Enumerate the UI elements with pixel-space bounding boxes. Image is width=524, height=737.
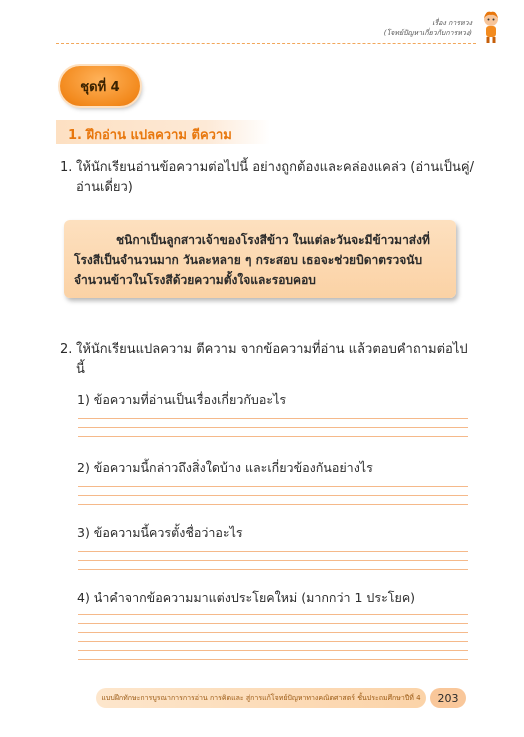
answer-lines-1[interactable] xyxy=(78,418,468,445)
reading-passage-text: ชนิกาเป็นลูกสาวเจ้าของโรงสีข้าว ในแต่ละวันจะมีข้าวมาส่งที่โรงสีเป็นจำนวนมาก วันละหลาย ๆ กระสอบ เธอจะช่วยบิดาตรวจนับจำนวนข้าวในโรงสีด้วยความตั้งใจและรอบคอบ xyxy=(74,233,430,287)
question-2-number: 2. xyxy=(60,342,73,357)
page-header xyxy=(384,18,472,38)
set-badge: ชุดที่ 4 xyxy=(60,66,140,106)
subquestion-3: 3) ข้อความนี้ควรตั้งชื่อว่าอะไร xyxy=(77,525,243,540)
subquestion-1: 1) ข้อความที่อ่านเป็นเรื่องเกี่ยวกับอะไร xyxy=(77,392,287,407)
header-rule xyxy=(56,43,476,44)
answer-lines-3[interactable] xyxy=(78,551,468,578)
mascot-icon xyxy=(478,10,504,44)
header-topic: เรื่อง การหวง xyxy=(432,19,472,27)
reading-passage-box xyxy=(64,220,456,298)
subquestion-2: 2) ข้อความนี้กล่าวถึงสิ่งใดบ้าง และเกี่ยวข้องกันอย่างไร xyxy=(77,460,373,475)
question-2-text: ให้นักเรียนแปลความ ตีความ จากข้อความที่อ่าน แล้วตอบคำถามต่อไปนี้ xyxy=(76,342,468,377)
page-number: 203 xyxy=(430,688,466,708)
question-1-text: ให้นักเรียนอ่านข้อความต่อไปนี้ อย่างถูกต้องและคล่องแคล่ว (อ่านเป็นคู่/อ่านเดี่ยว) xyxy=(76,160,474,195)
answer-lines-2[interactable] xyxy=(78,486,468,513)
answer-lines-4[interactable] xyxy=(78,614,468,668)
header-subtopic: (โจทย์ปัญหาเกี่ยวกับการหวง) xyxy=(383,29,472,37)
section-title: 1. ฝึกอ่าน แปลความ ตีความ xyxy=(68,128,232,143)
subquestion-4: 4) นำคำจากข้อความมาแต่งประโยคใหม่ (มากกว่า 1 ประโยค) xyxy=(77,590,416,605)
footer-book-title: แบบฝึกทักษะการบูรณาการการอ่าน การคิดและ สู่การแก้โจทย์ปัญหาทางคณิตศาสตร์ ชั้นประถมศึกษาปีที่ 4 xyxy=(96,688,426,708)
question-1-number: 1. xyxy=(60,160,73,175)
